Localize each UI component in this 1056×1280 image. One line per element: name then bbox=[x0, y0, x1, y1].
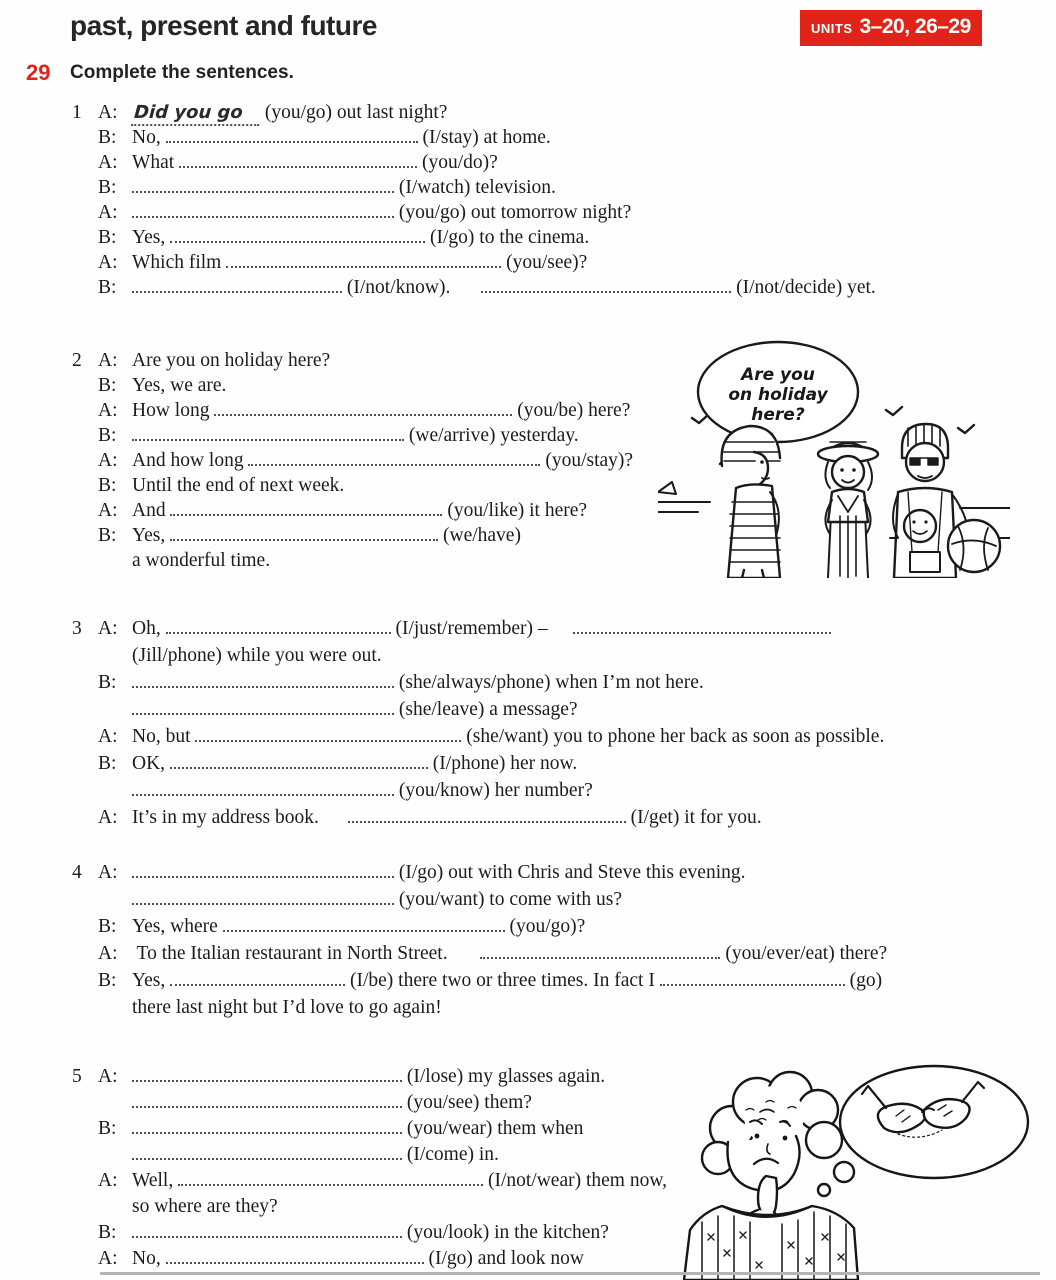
dialogue-line bbox=[72, 1066, 667, 1092]
answer-blank bbox=[573, 623, 831, 634]
line-content bbox=[132, 450, 633, 472]
prompt-text: And how long bbox=[132, 450, 249, 471]
speaker-label: B: bbox=[98, 227, 117, 248]
prompt-text: Yes, bbox=[132, 227, 171, 248]
prompt-text: (you/ever/eat) there? bbox=[720, 943, 888, 964]
line-content bbox=[132, 277, 876, 299]
line-content bbox=[132, 1092, 532, 1114]
dialogue-line bbox=[72, 889, 887, 916]
speaker-label: A: bbox=[98, 618, 118, 639]
dialogue-number: 5 bbox=[72, 1066, 82, 1087]
spacer bbox=[452, 958, 480, 959]
figure-man bbox=[893, 424, 1000, 578]
dialogue-line bbox=[72, 1118, 667, 1144]
line-content bbox=[132, 699, 578, 721]
prompt-text: No, bbox=[132, 127, 166, 148]
prompt-text: Yes, we are. bbox=[132, 375, 227, 396]
dialogue-line bbox=[72, 1222, 667, 1248]
dialogue-line bbox=[72, 500, 633, 525]
speech-bubble-text: here? bbox=[751, 405, 805, 425]
dialogue-line bbox=[72, 916, 887, 943]
prompt-text: No, but bbox=[132, 726, 196, 747]
dialogue-line bbox=[72, 450, 633, 475]
handwritten-answer: Did you go bbox=[131, 102, 261, 126]
speaker-label: A: bbox=[98, 450, 118, 471]
answer-blank bbox=[132, 282, 342, 293]
line-content bbox=[132, 1222, 609, 1244]
prompt-text: (you/know) her number? bbox=[394, 780, 593, 801]
answer-blank bbox=[132, 1097, 402, 1108]
prompt-text: (she/always/phone) when I’m not here. bbox=[394, 672, 704, 693]
speaker-label: A: bbox=[98, 1248, 118, 1269]
answer-blank bbox=[132, 1123, 402, 1134]
dialogue-line bbox=[72, 525, 633, 550]
prompt-text: To the Italian restaurant in North Street. bbox=[132, 943, 453, 964]
dialogue-line bbox=[72, 970, 887, 997]
dialogue-line bbox=[72, 645, 884, 672]
answer-blank bbox=[132, 1227, 402, 1238]
speaker-label: B: bbox=[98, 475, 117, 496]
answer-blank bbox=[170, 505, 442, 516]
prompt-text: (I/stay) at home. bbox=[417, 127, 551, 148]
prompt-text: (I/go) to the cinema. bbox=[425, 227, 590, 248]
prompt-text: And bbox=[132, 500, 171, 521]
speaker-label: A: bbox=[98, 152, 118, 173]
dialogue-line bbox=[72, 227, 876, 252]
prompt-text: How long bbox=[132, 400, 215, 421]
line-content bbox=[132, 1144, 499, 1166]
dialogue-line bbox=[72, 1170, 667, 1196]
line-content bbox=[132, 807, 762, 829]
prompt-text: It’s in my address book. bbox=[132, 807, 324, 828]
answer-blank bbox=[132, 430, 404, 441]
prompt-text: (you/be) here? bbox=[512, 400, 631, 421]
answer-blank bbox=[348, 812, 626, 823]
line-content bbox=[132, 375, 226, 397]
dialogue-line bbox=[72, 350, 633, 375]
line-content bbox=[132, 102, 447, 126]
prompt-text: there last night but I’d love to go again! bbox=[132, 997, 442, 1018]
answer-blank bbox=[248, 455, 540, 466]
speaker-label: B: bbox=[98, 177, 117, 198]
answer-blank bbox=[214, 405, 512, 416]
prompt-text: (I/not/wear) them now, bbox=[483, 1170, 668, 1191]
line-content bbox=[132, 252, 587, 274]
answer-blank bbox=[166, 1253, 424, 1264]
answer-blank bbox=[226, 257, 501, 268]
line-content bbox=[132, 177, 556, 199]
dialogue-line bbox=[72, 753, 884, 780]
line-content bbox=[132, 889, 622, 911]
line-content bbox=[132, 1248, 584, 1270]
line-content bbox=[132, 862, 746, 884]
prompt-text: (Jill/phone) while you were out. bbox=[132, 645, 382, 666]
prompt-text: (you/like) it here? bbox=[442, 500, 588, 521]
units-label: UNITS bbox=[811, 21, 853, 36]
thought-bubble bbox=[818, 1066, 1028, 1196]
prompt-text: so where are they? bbox=[132, 1196, 278, 1217]
line-content bbox=[132, 1118, 583, 1140]
line-content bbox=[132, 475, 344, 497]
dialogue-line bbox=[72, 177, 876, 202]
speaker-label: B: bbox=[98, 375, 117, 396]
speaker-label: A: bbox=[98, 1170, 118, 1191]
line-content bbox=[132, 500, 587, 522]
dialogue-line bbox=[72, 726, 884, 753]
speaker-label: B: bbox=[98, 753, 117, 774]
answer-blank bbox=[132, 182, 394, 193]
prompt-text: Yes, bbox=[132, 525, 171, 546]
prompt-text: (I/get) it for you. bbox=[625, 807, 762, 828]
answer-blank bbox=[132, 207, 394, 218]
prompt-text: (I/lose) my glasses again. bbox=[402, 1066, 606, 1087]
figure-middle-woman bbox=[818, 442, 878, 578]
prompt-text: Which film bbox=[132, 252, 227, 273]
speaker-label: A: bbox=[98, 1066, 118, 1087]
prompt-text: (she/leave) a message? bbox=[394, 699, 578, 720]
prompt-text: Oh, bbox=[132, 618, 166, 639]
prompt-text: Yes, bbox=[132, 970, 171, 991]
prompt-text: Yes, where bbox=[132, 916, 223, 937]
prompt-text: (we/have) bbox=[438, 525, 521, 546]
speaker-label: B: bbox=[98, 425, 117, 446]
prompt-text: Well, bbox=[132, 1170, 179, 1191]
prompt-text: (you/see) them? bbox=[402, 1092, 532, 1113]
prompt-text: (I/go) out with Chris and Steve this evening. bbox=[394, 862, 746, 883]
line-content bbox=[132, 916, 585, 938]
speaker-label: B: bbox=[98, 970, 117, 991]
dialogue-line bbox=[72, 550, 633, 575]
units-range: 3–20, 26–29 bbox=[859, 15, 971, 38]
thinking-woman-illustration bbox=[662, 1058, 1036, 1280]
answer-blank bbox=[170, 530, 438, 541]
answer-blank bbox=[132, 785, 394, 796]
prompt-text: (I/watch) television. bbox=[394, 177, 556, 198]
speaker-label: A: bbox=[98, 102, 118, 123]
dialogue-line bbox=[72, 672, 884, 699]
prompt-text: What bbox=[132, 152, 180, 173]
spacer bbox=[455, 292, 481, 293]
dialogue-line bbox=[72, 1248, 667, 1274]
prompt-text: (I/go) and look now bbox=[423, 1248, 584, 1269]
dialogue-4 bbox=[72, 862, 887, 1024]
answer-blank bbox=[132, 704, 394, 715]
line-content bbox=[132, 350, 330, 372]
dialogue-line bbox=[72, 807, 884, 834]
dialogue-line bbox=[72, 862, 887, 889]
bird-icon bbox=[692, 415, 708, 423]
dialogue-line bbox=[72, 202, 876, 227]
speech-bubble-text: on holiday bbox=[728, 385, 828, 405]
prompt-text: (you/wear) them when bbox=[402, 1118, 584, 1139]
line-content bbox=[132, 645, 382, 667]
page-title: past, present and future bbox=[70, 10, 377, 41]
line-content bbox=[132, 550, 270, 572]
dialogue-1 bbox=[72, 102, 876, 302]
prompt-text: (I/be) there two or three times. In fact I bbox=[345, 970, 660, 991]
speaker-label: A: bbox=[98, 400, 118, 421]
spacer bbox=[324, 822, 348, 823]
exercise-number: 29 bbox=[26, 60, 51, 85]
dialogue-line bbox=[72, 1196, 667, 1222]
speaker-label: A: bbox=[98, 252, 118, 273]
line-content bbox=[132, 1196, 278, 1218]
bird-icon bbox=[886, 407, 902, 415]
line-content bbox=[132, 227, 589, 249]
dialogue-line bbox=[72, 102, 876, 127]
bird-icon bbox=[958, 425, 974, 433]
line-content bbox=[132, 400, 630, 422]
prompt-text: No, bbox=[132, 1248, 166, 1269]
speaker-label: B: bbox=[98, 525, 117, 546]
line-content bbox=[132, 127, 551, 149]
answer-blank bbox=[132, 867, 394, 878]
dialogue-line bbox=[72, 400, 633, 425]
line-content bbox=[132, 726, 884, 748]
answer-blank bbox=[170, 758, 428, 769]
dialogue-line bbox=[72, 127, 876, 152]
answer-blank bbox=[480, 948, 720, 959]
speaker-label: A: bbox=[98, 350, 118, 371]
dialogue-number: 4 bbox=[72, 862, 82, 883]
answer-blank bbox=[132, 894, 394, 905]
prompt-text: OK, bbox=[132, 753, 170, 774]
prompt-text: (you/go) out tomorrow night? bbox=[394, 202, 632, 223]
prompt-text: (she/want) you to phone her back as soon as possible. bbox=[461, 726, 885, 747]
spacer bbox=[553, 633, 573, 634]
prompt-text: (you/look) in the kitchen? bbox=[402, 1222, 609, 1243]
units-badge bbox=[800, 10, 982, 46]
line-content bbox=[132, 672, 704, 694]
prompt-text: Are you on holiday here? bbox=[132, 350, 331, 371]
answer-blank bbox=[481, 282, 731, 293]
dialogue-5 bbox=[72, 1066, 667, 1274]
dialogue-line bbox=[72, 1092, 667, 1118]
line-content bbox=[132, 1066, 605, 1088]
exercise-instruction: Complete the sentences. bbox=[70, 62, 294, 83]
answer-blank bbox=[178, 1175, 483, 1186]
prompt-text: (you/do)? bbox=[417, 152, 498, 173]
speaker-label: B: bbox=[98, 1118, 117, 1139]
answer-blank bbox=[195, 731, 461, 742]
speaker-label: A: bbox=[98, 726, 118, 747]
answer-blank bbox=[223, 921, 505, 932]
answer-blank bbox=[660, 975, 845, 986]
speaker-label: B: bbox=[98, 1222, 117, 1243]
speaker-label: B: bbox=[98, 277, 117, 298]
speaker-label: A: bbox=[98, 862, 118, 883]
prompt-text: (you/go)? bbox=[504, 916, 586, 937]
speaker-label: A: bbox=[98, 807, 118, 828]
dialogue-number: 1 bbox=[72, 102, 82, 123]
line-content bbox=[132, 943, 887, 965]
line-content bbox=[132, 425, 579, 447]
beach-illustration bbox=[658, 330, 1010, 578]
answer-blank bbox=[179, 157, 417, 168]
answer-blank bbox=[166, 132, 418, 143]
prompt-text: (you/see)? bbox=[501, 252, 588, 273]
speaker-label: A: bbox=[98, 500, 118, 521]
speaker-label: B: bbox=[98, 127, 117, 148]
figure-left-woman bbox=[722, 426, 780, 578]
speaker-label: B: bbox=[98, 916, 117, 937]
dialogue-line bbox=[72, 277, 876, 302]
dialogue-number: 3 bbox=[72, 618, 82, 639]
dialogue-number: 2 bbox=[72, 350, 82, 371]
dialogue-line bbox=[72, 780, 884, 807]
speaker-label: A: bbox=[98, 943, 118, 964]
dialogue-2 bbox=[72, 350, 633, 575]
dialogue-line bbox=[72, 1144, 667, 1170]
dialogue-line bbox=[72, 943, 887, 970]
line-content bbox=[132, 997, 442, 1019]
line-content bbox=[132, 525, 521, 547]
line-content bbox=[132, 1170, 667, 1192]
dialogue-3 bbox=[72, 618, 884, 834]
answer-blank bbox=[132, 1149, 402, 1160]
woman-sweater bbox=[684, 1206, 858, 1280]
line-content bbox=[132, 780, 593, 802]
speech-bubble-text: Are you bbox=[741, 365, 815, 385]
dialogue-line bbox=[72, 375, 633, 400]
answer-blank bbox=[166, 623, 391, 634]
dialogue-line bbox=[72, 618, 884, 645]
prompt-text: Until the end of next week. bbox=[132, 475, 345, 496]
line-content bbox=[132, 970, 882, 992]
line-content bbox=[132, 152, 498, 174]
speaker-label: B: bbox=[98, 672, 117, 693]
prompt-text: (go) bbox=[844, 970, 883, 991]
speaker-label: A: bbox=[98, 202, 118, 223]
prompt-text: (I/not/know). bbox=[342, 277, 456, 298]
dialogue-line bbox=[72, 425, 633, 450]
answer-blank bbox=[132, 677, 394, 688]
prompt-text: (we/arrive) yesterday. bbox=[404, 425, 579, 446]
prompt-text: (I/not/decide) yet. bbox=[731, 277, 876, 298]
prompt-text: (I/come) in. bbox=[402, 1144, 499, 1165]
line-content bbox=[132, 753, 577, 775]
prompt-text: a wonderful time. bbox=[132, 550, 271, 571]
prompt-text: (you/stay)? bbox=[540, 450, 634, 471]
dialogue-line bbox=[72, 152, 876, 177]
answer-blank bbox=[132, 1071, 402, 1082]
answer-blank bbox=[170, 232, 425, 243]
prompt-text: (you/go) out last night? bbox=[260, 102, 448, 123]
answer-blank bbox=[170, 975, 345, 986]
dialogue-line bbox=[72, 252, 876, 277]
line-content bbox=[132, 618, 831, 640]
page-bottom-rule bbox=[100, 1272, 1040, 1275]
dialogue-line bbox=[72, 699, 884, 726]
dialogue-line bbox=[72, 475, 633, 500]
line-content bbox=[132, 202, 631, 224]
prompt-text: (I/just/remember) – bbox=[390, 618, 553, 639]
prompt-text: (you/want) to come with us? bbox=[394, 889, 622, 910]
dialogue-line bbox=[72, 997, 887, 1024]
prompt-text: (I/phone) her now. bbox=[427, 753, 578, 774]
